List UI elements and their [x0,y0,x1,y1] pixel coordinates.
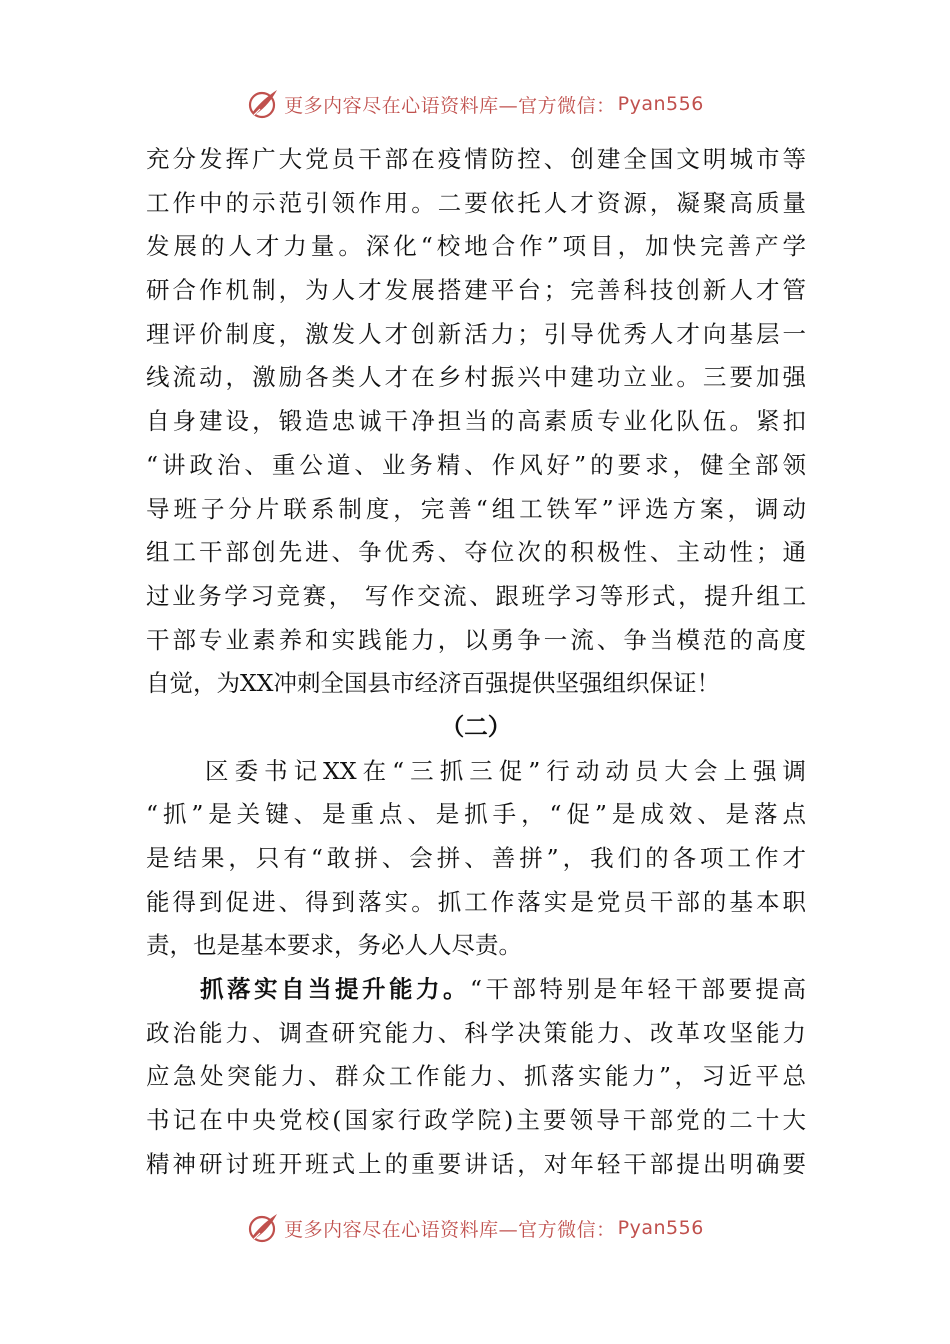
text-line: 理评价制度，激发人才创新活力；引导优秀人才向基层一 [146,319,806,348]
banner-text: 更多内容尽在心语资料库—官方微信： [284,1218,616,1241]
quill-logo-icon [246,87,280,121]
text-line: 政治能力、调查研究能力、科学决策能力、改革攻坚能力 [146,1018,806,1047]
banner-handle: Pyan556 [617,93,704,115]
text-line: 导班子分片联系制度，完善“组工铁军”评选方案，调动 [146,494,806,523]
text-line: 区委书记XX在“三抓三促”行动动员大会上强调 [146,756,806,785]
text-line: 自觉，为XX冲刺全国县市经济百强提供坚强组织保证！ [146,669,720,698]
text-line: 过业务学习竞赛， 写作交流、跟班学习等形式，提升组工 [146,581,806,610]
text-line: 干部专业素养和实践能力，以勇争一流、争当模范的高度 [146,625,806,654]
text-line: 发展的人才力量。深化“校地合作”项目，加快完善产学 [146,232,806,261]
header-watermark-banner [0,84,950,124]
text-line: 线流动，激励各类人才在乡村振兴中建功立业。三要加强 [146,363,806,392]
text-line: 组工干部创先进、争优秀、夺位次的积极性、主动性；通 [146,538,806,567]
banner-handle: Pyan556 [617,1217,704,1239]
text-line: 应急处突能力、群众工作能力、抓落实能力”，习近平总 [146,1062,806,1091]
footer-watermark-banner [0,1208,950,1248]
text-line: 是结果，只有“敢拼、会拼、善拼”，我们的各项工作才 [146,844,806,872]
text-line: 精神研讨班开班式上的重要讲话，对年轻干部提出明确要 [146,1149,806,1178]
text-line: 工作中的示范引领作用。二要依托人才资源，凝聚高质量 [146,188,806,217]
text-line: 充分发挥广大党员干部在疫情防控、创建全国文明城市等 [146,145,806,173]
text-line: 研合作机制，为人才发展搭建平台；完善科技创新人才管 [146,276,806,305]
text-line-with-bold-lead [146,968,806,1012]
section-heading: （二） [440,712,512,741]
text-line: “讲政治、重公道、业务精、作风好”的要求，健全部领 [146,450,806,479]
banner-text: 更多内容尽在心语资料库—官方微信： [284,94,616,117]
bold-lead-sentence: 抓落实自当提升能力。 [146,975,470,1004]
text-line-rest: “干部特别是年轻干部要提高 [470,975,806,1004]
text-line: 自身建设，锻造忠诚干净担当的高素质专业化队伍。紧扣 [146,407,806,436]
quill-logo-icon [246,1211,280,1245]
body-text [146,138,806,1187]
text-line: 能得到促进、得到落实。抓工作落实是党员干部的基本职 [146,887,806,916]
text-line: 书记在中央党校(国家行政学院)主要领导干部党的二十大 [146,1106,806,1135]
text-line: “抓”是关键、是重点、是抓手，“促”是成效、是落点 [146,800,806,829]
text-line: 责，也是基本要求，务必人人尽责。 [146,931,522,960]
